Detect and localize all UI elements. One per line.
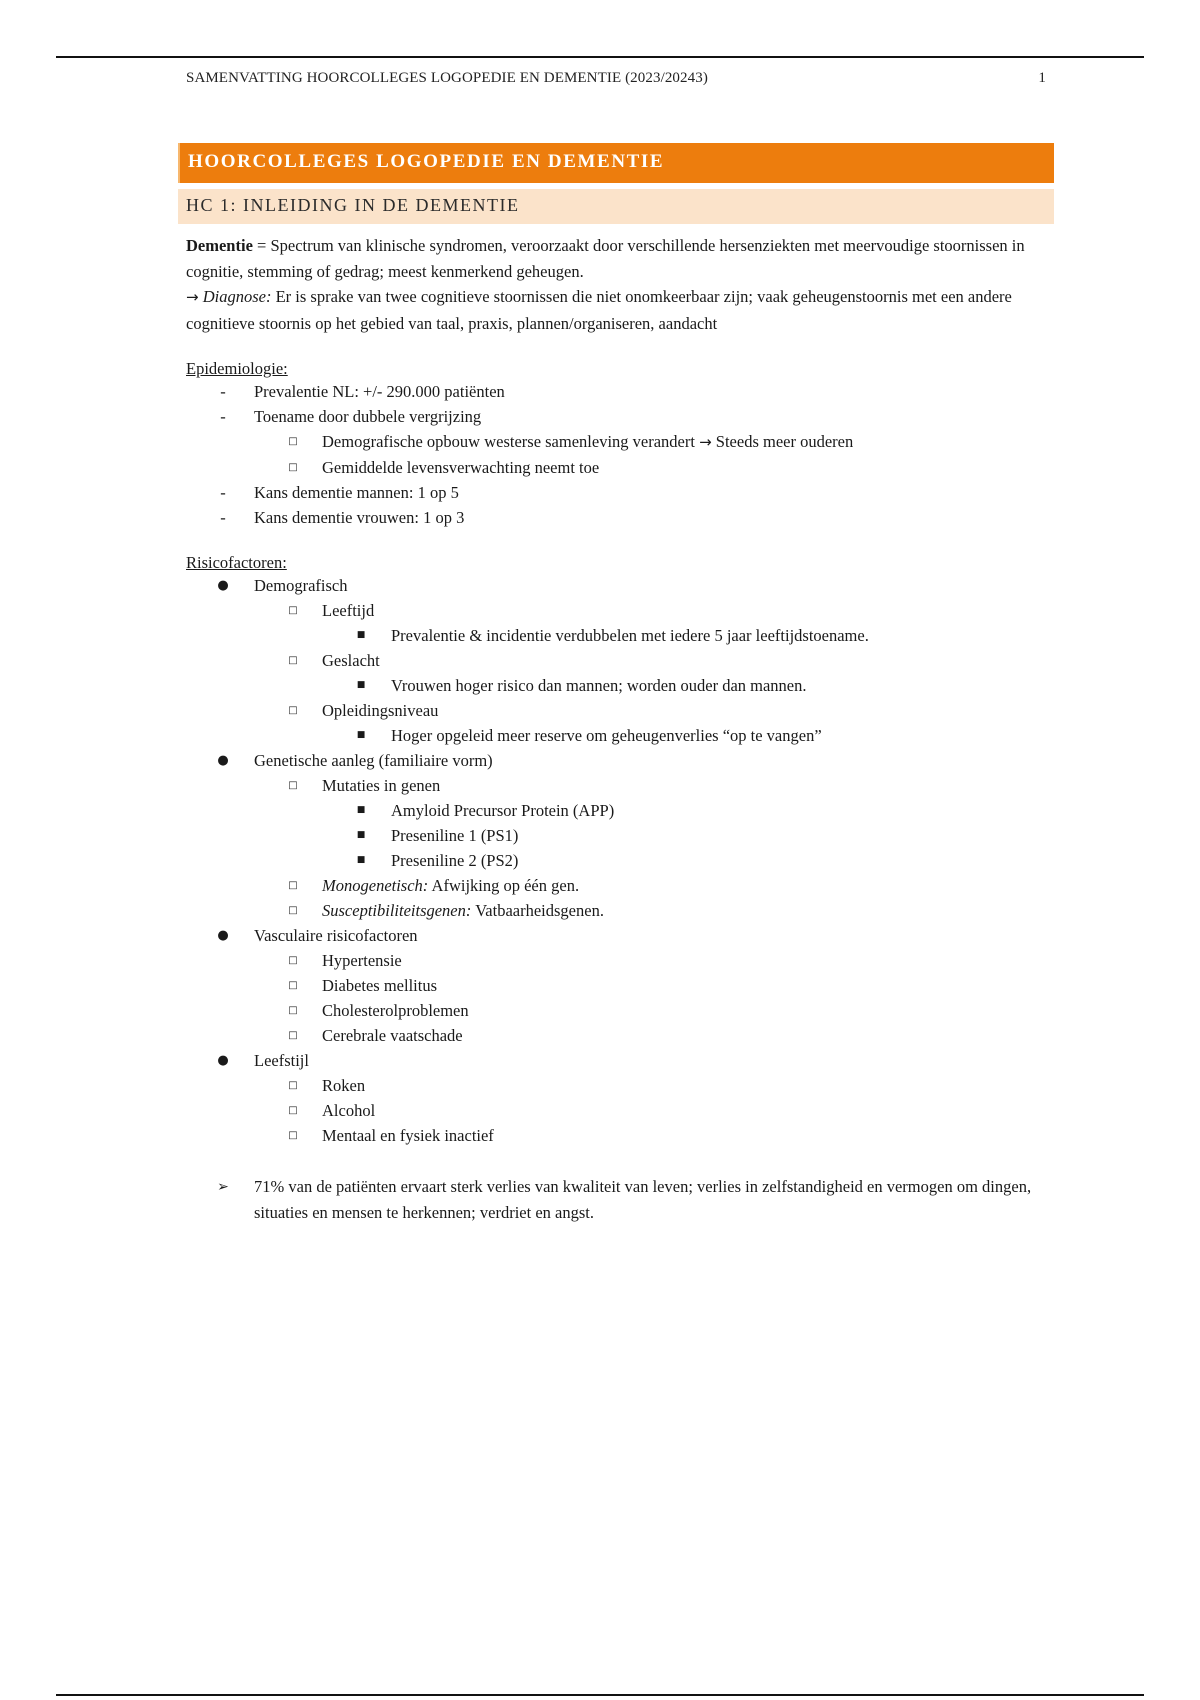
right-arrow-icon: →	[699, 433, 712, 451]
square-bullet-icon: □	[288, 1105, 298, 1116]
definition-paragraph	[186, 233, 1046, 336]
list-item: □ Roken	[178, 1073, 1054, 1098]
list-item: □ Opleidingsniveau	[178, 698, 1054, 723]
list-item: ■ Preseniline 1 (PS1)	[178, 823, 1054, 848]
list-item: □ Susceptibiliteitsgenen: Vatbaarheidsgenen.	[178, 898, 1054, 923]
square-bullet-icon: □	[288, 1080, 298, 1091]
list-item: □ Leeftijd	[178, 598, 1054, 623]
list-item: - Kans dementie mannen: 1 op 5	[178, 480, 1054, 505]
right-arrow-icon: →	[186, 288, 199, 306]
square-bullet-icon: □	[288, 955, 298, 966]
definition-term: Dementie	[186, 236, 253, 255]
bullet-icon: ●	[217, 1053, 229, 1068]
list-item: ● Genetische aanleg (familiaire vorm)	[178, 748, 1054, 773]
epidemiologie-list	[178, 379, 1054, 530]
square-bullet-icon: □	[288, 980, 298, 991]
running-title: SAMENVATTING HOORCOLLEGES LOGOPEDIE EN DEMENTIE (2023/20243)	[186, 70, 708, 86]
conclusion-text: 71% van de patiënten ervaart sterk verlies van kwaliteit van leven; verlies in zelfstandigheid en vermogen om dingen, situaties en mensen te herkennen; verdriet en angst.	[254, 1177, 1032, 1222]
list-item: □ Cerebrale vaatschade	[178, 1023, 1054, 1048]
square-bullet-icon: □	[288, 436, 298, 447]
list-item: ■ Vrouwen hoger risico dan mannen; worden ouder dan mannen.	[178, 673, 1054, 698]
risicofactoren-list	[178, 573, 1054, 1148]
section-heading: HC 1: INLEIDING IN DE DEMENTIE	[186, 195, 520, 215]
list-item: □ Alcohol	[178, 1098, 1054, 1123]
square-bullet-icon: □	[288, 705, 298, 716]
list-item: ● Vasculaire risicofactoren	[178, 923, 1054, 948]
square-bullet-icon: □	[288, 905, 298, 916]
list-item: - Prevalentie NL: +/- 290.000 patiënten	[178, 379, 1054, 404]
square-bullet-icon: □	[288, 1030, 298, 1041]
list-item: ■ Prevalentie & incidentie verdubbelen met iedere 5 jaar leeftijdstoename.	[178, 623, 1054, 648]
diagnose-text: Er is sprake van twee cognitieve stoornissen die niet onomkeerbaar zijn; vaak geheugenstoornis met een andere cognitieve stoornis op het gebied van taal, praxis, plannen/organiseren, aandacht	[186, 287, 1012, 333]
page-content	[178, 143, 1054, 1226]
dash-bullet-icon: -	[220, 483, 226, 502]
square-bullet-icon: □	[288, 880, 298, 891]
list-item: □ Hypertensie	[178, 948, 1054, 973]
list-item: ● Demografisch	[178, 573, 1054, 598]
list-item: ■ Hoger opgeleid meer reserve om geheugenverlies “op te vangen”	[178, 723, 1054, 748]
square-bullet-icon: □	[288, 1005, 298, 1016]
square-bullet-icon: □	[288, 780, 298, 791]
filled-square-bullet-icon: ■	[356, 630, 366, 640]
document-title-bar	[178, 143, 1054, 183]
square-bullet-icon: □	[288, 1130, 298, 1141]
definition-text: = Spectrum van klinische syndromen, veroorzaakt door verschillende hersenziekten met meervoudige stoornissen in cognitie, stemming of gedrag; meest kenmerkend geheugen.	[186, 236, 1025, 281]
bullet-icon: ●	[217, 578, 229, 593]
list-item: □ Monogenetisch: Afwijking op één gen.	[178, 873, 1054, 898]
list-item: □ Demografische opbouw westerse samenleving verandert → Steeds meer ouderen	[178, 429, 1054, 455]
list-item: □ Mentaal en fysiek inactief	[178, 1123, 1054, 1148]
filled-square-bullet-icon: ■	[356, 855, 366, 865]
dash-bullet-icon: -	[220, 508, 226, 527]
list-item: □ Gemiddelde levensverwachting neemt toe	[178, 455, 1054, 480]
list-item: - Kans dementie vrouwen: 1 op 3	[178, 505, 1054, 530]
list-item: □ Mutaties in genen	[178, 773, 1054, 798]
dash-bullet-icon: -	[220, 382, 226, 401]
list-item: ■ Preseniline 2 (PS2)	[178, 848, 1054, 873]
bullet-icon: ●	[217, 928, 229, 943]
dash-bullet-icon: -	[220, 407, 226, 426]
risicofactoren-heading: Risicofactoren:	[186, 553, 287, 572]
running-header	[186, 70, 1046, 92]
list-item: - Toename door dubbele vergrijzing	[178, 404, 1054, 429]
list-item: □ Cholesterolproblemen	[178, 998, 1054, 1023]
list-item: ● Leefstijl	[178, 1048, 1054, 1073]
bullet-icon: ●	[217, 753, 229, 768]
filled-square-bullet-icon: ■	[356, 730, 366, 740]
square-bullet-icon: □	[288, 655, 298, 666]
page-number: 1	[1038, 70, 1046, 86]
epidemiologie-heading: Epidemiologie:	[186, 359, 288, 378]
conclusion-item	[178, 1174, 1054, 1226]
filled-square-bullet-icon: ■	[356, 805, 366, 815]
filled-square-bullet-icon: ■	[356, 680, 366, 690]
document-title: HOORCOLLEGES LOGOPEDIE EN DEMENTIE	[188, 151, 665, 172]
diagnose-label: Diagnose:	[202, 287, 272, 306]
list-item: □ Geslacht	[178, 648, 1054, 673]
square-bullet-icon: □	[288, 605, 298, 616]
section-heading-bar	[178, 189, 1054, 224]
filled-square-bullet-icon: ■	[356, 830, 366, 840]
arrowhead-bullet-icon: ➢	[217, 1179, 229, 1195]
header-rule	[56, 56, 1144, 58]
list-item: ■ Amyloid Precursor Protein (APP)	[178, 798, 1054, 823]
list-item: □ Diabetes mellitus	[178, 973, 1054, 998]
square-bullet-icon: □	[288, 462, 298, 473]
footer-rule	[56, 1694, 1144, 1696]
